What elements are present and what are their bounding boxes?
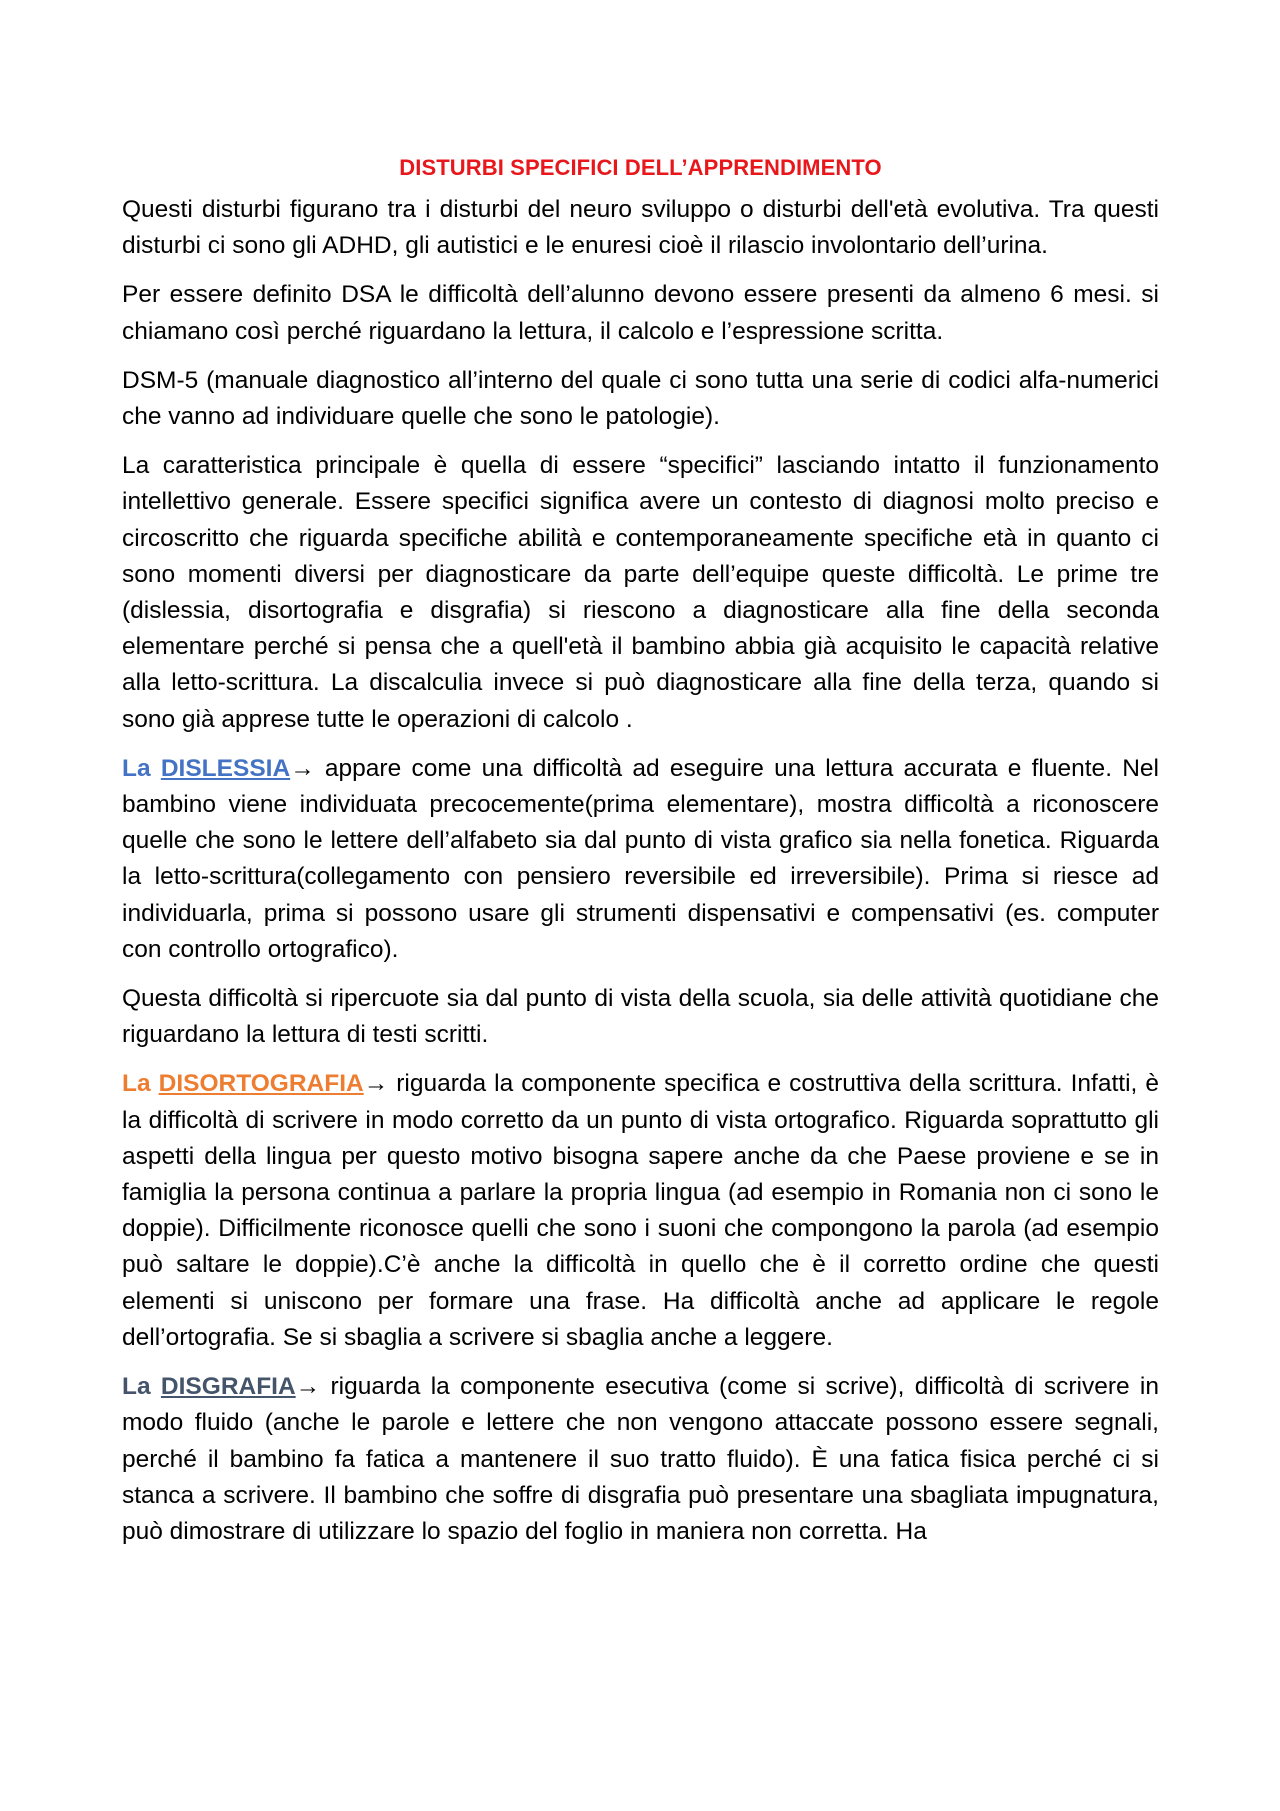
paragraph-intro: Questi disturbi figurano tra i disturbi del neuro sviluppo o disturbi dell'età evolutiva. Tra questi disturbi ci sono gli ADHD, gli autistici e le enuresi cioè il rilascio involontario dell’urina. (122, 196, 1159, 260)
disgrafia-term: DISGRAFIA (160, 1373, 296, 1401)
disortografia-article: La (122, 1070, 159, 1098)
dislessia-text: appare come una difficoltà ad eseguire una lettura accurata e fluente. Nel bambino viene individuata precocemente(prima elementare), mostra difficoltà a riconoscere quelle che sono le lettere dell’alfabeto sia dal punto di vista grafico sia nella fonetica. Riguarda la letto-scrittura(collegamento con pensiero reversibile ed irreversibile). Prima si riesce ad individuarla, prima si possono usare gli strumenti dispensativi e compensativi (es. computer con controllo ortografico). (122, 754, 1159, 963)
paragraph-disgrafia (122, 1369, 1159, 1550)
paragraph-disortografia (122, 1066, 1159, 1356)
disgrafia-article: La (122, 1373, 161, 1401)
document-title: DISTURBI SPECIFICI DELL’APPRENDIMENTO (399, 155, 882, 180)
paragraph-dsa-definition: Per essere definito DSA le difficoltà dell’alunno devono essere presenti da almeno 6 mesi. si chiamano così perché riguardano la lettura, il calcolo e l’espressione scritta. (122, 281, 1159, 345)
disgrafia-lead (122, 1373, 296, 1400)
paragraph-characteristics: La caratteristica principale è quella di essere “specifici” lasciando intatto il funzionamento intellettivo generale. Essere specifici significa avere un contesto di diagnosi molto preciso e circoscritto che riguarda specifiche abilità e contemporaneamente specifiche età in quanto ci sono momenti diversi per diagnosticare da parte dell’equipe queste difficoltà. Le prime tre (dislessia, disortografia e disgrafia) si riescono a diagnosticare alla fine della seconda elementare perché si pensa che a quell'età il bambino abbia già acquisito le capacità relative alla letto-scrittura. La discalculia invece si può diagnosticare alla fine della terza, quando si sono già apprese tutte le operazioni di calcolo . (122, 452, 1159, 733)
paragraph-dsm5: DSM-5 (manuale diagnostico all’interno del quale ci sono tutta una serie di codici alfa-numerici che vanno ad individuare quelle che sono le patologie). (122, 366, 1159, 431)
dislessia-term: DISLESSIA (160, 754, 291, 782)
arrow-icon: → (295, 1373, 321, 1401)
dislessia-article: La (122, 754, 161, 782)
disortografia-lead (122, 1070, 364, 1097)
disortografia-term: DISORTOGRAFIA (158, 1070, 364, 1098)
arrow-icon: → (290, 754, 315, 782)
paragraph-dislessia-impact: Questa difficoltà si ripercuote sia dal punto di vista della scuola, sia delle attività quotidiane che riguardano la lettura di testi scritti. (122, 985, 1159, 1049)
disortografia-text: riguarda la componente specifica e costruttiva della scrittura. Infatti, è la difficoltà di scrivere in modo corretto da un punto di vista ortografico. Riguarda soprattutto gli aspetti della lingua per questo motivo bisogna sapere anche da che Paese proviene e se in famiglia la persona continua a parlare la propria lingua (ad esempio in Romania non ci sono le doppie). Difficilmente riconosce quelli che sono i suoni che compongono la parola (ad esempio può saltare le doppie).C’è anche la difficoltà in quello che è il corretto ordine che questi elementi si uniscono per formare una frase. Ha difficoltà anche ad applicare le regole dell’ortografia. Se si sbaglia a scrivere si sbaglia anche a leggere. (122, 1070, 1159, 1351)
arrow-icon: → (363, 1070, 389, 1098)
paragraph-dislessia (122, 751, 1159, 968)
document-page (122, 150, 1159, 1563)
disgrafia-text: riguarda la componente esecutiva (come si scrive), difficoltà di scrivere in modo fluido (anche le parole e lettere che non vengono attaccate possono essere segnali, perché il bambino fa fatica a mantenere il suo tratto fluido). È una fatica fisica perché ci si stanca a scrivere. Il bambino che soffre di disgrafia può presentare una sbagliata impugnatura, può dimostrare di utilizzare lo spazio del foglio in maniera non corretta. Ha (122, 1373, 1159, 1545)
dislessia-lead (122, 755, 290, 782)
